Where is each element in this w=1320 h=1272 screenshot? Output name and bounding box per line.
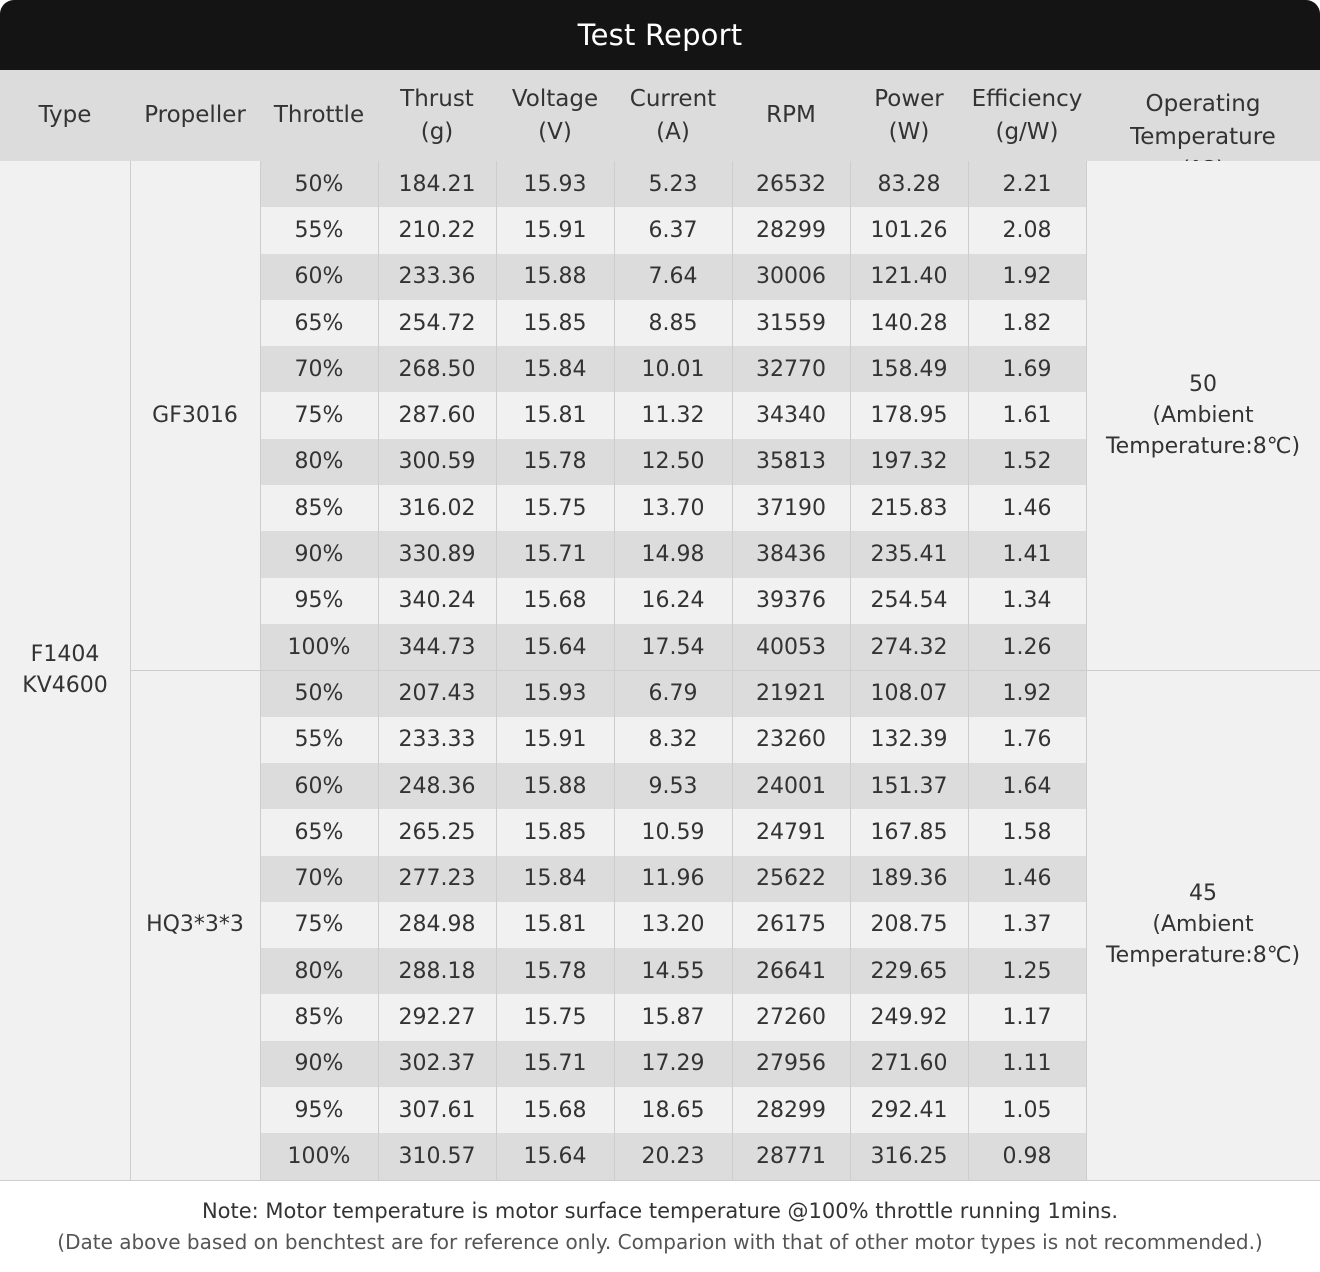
power-cell: 229.65	[870, 958, 948, 984]
efficiency-cell: 1.76	[1002, 727, 1052, 753]
current-cell: 14.55	[641, 958, 705, 984]
table-body	[0, 161, 1320, 1180]
current-cell: 20.23	[641, 1143, 705, 1169]
rpm-cell: 26641	[756, 958, 826, 984]
throttle-cell: 75%	[294, 912, 344, 938]
note-line: Note: Motor temperature is motor surface temperature @100% throttle running 1mins.	[201, 1198, 1119, 1223]
voltage-cell: 15.64	[523, 1143, 587, 1169]
power-cell: 271.60	[870, 1051, 948, 1077]
type-label-line: KV4600	[22, 673, 108, 699]
rpm-cell: 28771	[756, 1143, 826, 1169]
voltage-cell: 15.88	[523, 773, 587, 799]
header-label-line: (A)	[656, 118, 690, 145]
current-cell: 11.32	[641, 403, 705, 429]
power-cell: 158.49	[870, 356, 948, 382]
current-cell: 10.59	[641, 819, 705, 845]
efficiency-cell: 1.82	[1002, 310, 1052, 336]
thrust-cell: 184.21	[398, 171, 476, 197]
rpm-cell: 24001	[756, 773, 826, 799]
rpm-cell: 21921	[756, 680, 826, 706]
header-label-line: Voltage	[511, 85, 599, 112]
efficiency-cell: 1.11	[1002, 1051, 1052, 1077]
current-cell: 14.98	[641, 542, 705, 568]
voltage-cell: 15.93	[523, 680, 587, 706]
throttle-cell: 60%	[294, 773, 344, 799]
thrust-cell: 254.72	[398, 310, 476, 336]
temperature-label-line: (Ambient	[1152, 403, 1254, 429]
header-voltage-text	[512, 83, 598, 149]
throttle-cell: 50%	[294, 680, 344, 706]
type-label-line: F1404	[30, 642, 100, 668]
thrust-cell: 300.59	[398, 449, 476, 475]
rpm-cell: 27260	[756, 1005, 826, 1031]
rpm-cell: 32770	[756, 356, 826, 382]
efficiency-cell: 1.05	[1002, 1097, 1052, 1123]
thrust-cell: 288.18	[398, 958, 476, 984]
header-rpm-text	[766, 99, 816, 132]
header-propeller	[130, 70, 260, 161]
thrust-cell: 307.61	[398, 1097, 476, 1123]
rpm-cell: 28299	[756, 1097, 826, 1123]
temperature-label-line: 45	[1189, 881, 1217, 907]
voltage-cell: 15.85	[523, 310, 587, 336]
thrust-cell: 248.36	[398, 773, 476, 799]
efficiency-cell: 1.92	[1002, 680, 1052, 706]
rpm-cell: 28299	[756, 217, 826, 243]
temperature-cell	[1086, 161, 1320, 670]
header-label-line: Type	[38, 102, 92, 128]
throttle-cell: 80%	[294, 449, 344, 475]
power-cell: 101.26	[870, 217, 948, 243]
power-cell: 189.36	[870, 866, 948, 892]
voltage-cell: 15.85	[523, 819, 587, 845]
power-cell: 140.28	[870, 310, 948, 336]
throttle-cell: 75%	[294, 403, 344, 429]
voltage-cell: 15.78	[523, 449, 587, 475]
thrust-cell: 310.57	[398, 1143, 476, 1169]
power-cell: 108.07	[870, 680, 948, 706]
efficiency-cell: 0.98	[1002, 1143, 1052, 1169]
header-throttle-text	[274, 99, 364, 132]
throttle-cell: 95%	[294, 588, 344, 614]
efficiency-cell: 1.37	[1002, 912, 1052, 938]
voltage-cell: 15.81	[523, 912, 587, 938]
voltage-cell: 15.93	[523, 171, 587, 197]
temperature-label-line: (Ambient	[1152, 912, 1254, 938]
header-label-line: (W)	[888, 118, 930, 145]
thrust-cell: 207.43	[398, 680, 476, 706]
voltage-cell: 15.91	[523, 727, 587, 753]
throttle-cell: 90%	[294, 542, 344, 568]
efficiency-cell: 2.08	[1002, 217, 1052, 243]
current-cell: 6.79	[648, 680, 698, 706]
header-label-line: Throttle	[273, 102, 365, 128]
power-cell: 254.54	[870, 588, 948, 614]
power-cell: 249.92	[870, 1005, 948, 1031]
current-cell: 9.53	[648, 773, 698, 799]
rpm-cell: 34340	[756, 403, 826, 429]
current-cell: 18.65	[641, 1097, 705, 1123]
thrust-cell: 302.37	[398, 1051, 476, 1077]
power-cell: 316.25	[870, 1143, 948, 1169]
temperature-label-line: 50	[1189, 372, 1217, 398]
voltage-cell: 15.78	[523, 958, 587, 984]
thrust-cell: 277.23	[398, 866, 476, 892]
thrust-cell: 287.60	[398, 403, 476, 429]
header-label-line: Current	[629, 85, 717, 112]
throttle-cell: 65%	[294, 310, 344, 336]
header-efficiency	[968, 70, 1086, 161]
throttle-cell: 70%	[294, 356, 344, 382]
current-cell: 8.85	[648, 310, 698, 336]
header-label-line: Efficiency	[971, 85, 1083, 112]
voltage-cell: 15.71	[523, 542, 587, 568]
header-efficiency-text	[972, 83, 1083, 149]
header-label-line: Propeller	[144, 102, 246, 128]
header-label-line: Power	[874, 85, 944, 112]
voltage-cell: 15.84	[523, 866, 587, 892]
power-cell: 292.41	[870, 1097, 948, 1123]
voltage-cell: 15.91	[523, 217, 587, 243]
efficiency-cell: 1.92	[1002, 264, 1052, 290]
throttle-cell: 50%	[294, 171, 344, 197]
power-cell: 151.37	[870, 773, 948, 799]
power-cell: 208.75	[870, 912, 948, 938]
rpm-cell: 26532	[756, 171, 826, 197]
throttle-cell: 55%	[294, 727, 344, 753]
current-cell: 5.23	[648, 171, 698, 197]
power-cell: 235.41	[870, 542, 948, 568]
rpm-cell: 23260	[756, 727, 826, 753]
thrust-cell: 233.36	[398, 264, 476, 290]
voltage-cell: 15.81	[523, 403, 587, 429]
power-cell: 215.83	[870, 495, 948, 521]
voltage-cell: 15.68	[523, 588, 587, 614]
rpm-cell: 35813	[756, 449, 826, 475]
rpm-cell: 25622	[756, 866, 826, 892]
throttle-cell: 55%	[294, 217, 344, 243]
efficiency-cell: 1.41	[1002, 542, 1052, 568]
throttle-cell: 90%	[294, 1051, 344, 1077]
temperature-label-line: Temperature:8℃)	[1105, 434, 1301, 460]
power-cell: 132.39	[870, 727, 948, 753]
thrust-cell: 233.33	[398, 727, 476, 753]
voltage-cell: 15.88	[523, 264, 587, 290]
header-current	[614, 70, 732, 161]
throttle-cell: 70%	[294, 866, 344, 892]
header-power-text	[874, 83, 944, 149]
group-divider	[130, 670, 1320, 671]
efficiency-cell: 1.17	[1002, 1005, 1052, 1031]
header-label-line: Temperature	[1130, 124, 1276, 150]
current-cell: 12.50	[641, 449, 705, 475]
power-cell: 83.28	[877, 171, 941, 197]
current-cell: 15.87	[641, 1005, 705, 1031]
rpm-cell: 27956	[756, 1051, 826, 1077]
header-temperature	[1086, 70, 1320, 161]
header-propeller-text	[144, 99, 246, 132]
throttle-cell: 85%	[294, 1005, 344, 1031]
efficiency-cell: 1.69	[1002, 356, 1052, 382]
voltage-cell: 15.84	[523, 356, 587, 382]
power-cell: 178.95	[870, 403, 948, 429]
efficiency-cell: 1.64	[1002, 773, 1052, 799]
header-current-text	[630, 83, 716, 149]
thrust-cell: 316.02	[398, 495, 476, 521]
current-cell: 7.64	[648, 264, 698, 290]
throttle-cell: 85%	[294, 495, 344, 521]
rpm-cell: 37190	[756, 495, 826, 521]
current-cell: 6.37	[648, 217, 698, 243]
temperature-cell	[1086, 670, 1320, 1179]
type-cell	[0, 161, 130, 1180]
header-label-line: Operating	[1145, 91, 1261, 117]
rpm-cell: 40053	[756, 634, 826, 660]
rpm-cell: 31559	[756, 310, 826, 336]
efficiency-cell: 1.26	[1002, 634, 1052, 660]
thrust-cell: 268.50	[398, 356, 476, 382]
efficiency-cell: 1.61	[1002, 403, 1052, 429]
voltage-cell: 15.75	[523, 1005, 587, 1031]
current-cell: 10.01	[641, 356, 705, 382]
rpm-cell: 38436	[756, 542, 826, 568]
report-title: Test Report	[0, 0, 1320, 70]
current-cell: 13.70	[641, 495, 705, 521]
header-rpm	[732, 70, 850, 161]
rpm-cell: 39376	[756, 588, 826, 614]
rpm-cell: 30006	[756, 264, 826, 290]
efficiency-cell: 1.46	[1002, 866, 1052, 892]
header-throttle	[260, 70, 378, 161]
header-voltage	[496, 70, 614, 161]
thrust-cell: 344.73	[398, 634, 476, 660]
thrust-cell: 330.89	[398, 542, 476, 568]
propeller-cell: HQ3*3*3	[130, 670, 260, 1179]
efficiency-cell: 1.52	[1002, 449, 1052, 475]
throttle-cell: 60%	[294, 264, 344, 290]
power-cell: 197.32	[870, 449, 948, 475]
voltage-cell: 15.75	[523, 495, 587, 521]
header-label-line: (g/W)	[995, 118, 1059, 145]
voltage-cell: 15.68	[523, 1097, 587, 1123]
voltage-cell: 15.71	[523, 1051, 587, 1077]
efficiency-cell: 1.46	[1002, 495, 1052, 521]
efficiency-cell: 1.25	[1002, 958, 1052, 984]
voltage-cell: 15.64	[523, 634, 587, 660]
current-cell: 17.54	[641, 634, 705, 660]
thrust-cell: 292.27	[398, 1005, 476, 1031]
throttle-cell: 80%	[294, 958, 344, 984]
current-cell: 11.96	[641, 866, 705, 892]
current-cell: 16.24	[641, 588, 705, 614]
header-label-line: RPM	[766, 102, 816, 128]
disclaimer-line: (Date above based on benchtest are for reference only. Comparion with that of other motor types is not recommended.)	[57, 1229, 1263, 1254]
throttle-cell: 95%	[294, 1097, 344, 1123]
current-cell: 17.29	[641, 1051, 705, 1077]
throttle-cell: 100%	[287, 1143, 351, 1169]
header-thrust	[378, 70, 496, 161]
header-power	[850, 70, 968, 161]
power-cell: 121.40	[870, 264, 948, 290]
current-cell: 8.32	[648, 727, 698, 753]
thrust-cell: 340.24	[398, 588, 476, 614]
thrust-cell: 210.22	[398, 217, 476, 243]
throttle-cell: 65%	[294, 819, 344, 845]
power-cell: 274.32	[870, 634, 948, 660]
efficiency-cell: 2.21	[1002, 171, 1052, 197]
thrust-cell: 265.25	[398, 819, 476, 845]
thrust-cell: 284.98	[398, 912, 476, 938]
efficiency-cell: 1.34	[1002, 588, 1052, 614]
propeller-cell: GF3016	[130, 161, 260, 670]
header-label-line: (g)	[420, 118, 454, 145]
rpm-cell: 24791	[756, 819, 826, 845]
footer-notes	[0, 1181, 1320, 1272]
header-type-text	[39, 99, 92, 132]
header-type	[0, 70, 130, 161]
rpm-cell: 26175	[756, 912, 826, 938]
header-label-line: Thrust	[400, 85, 474, 112]
table-header-row	[0, 70, 1320, 162]
power-cell: 167.85	[870, 819, 948, 845]
current-cell: 13.20	[641, 912, 705, 938]
efficiency-cell: 1.58	[1002, 819, 1052, 845]
header-label-line: (V)	[538, 118, 572, 145]
header-thrust-text	[400, 83, 474, 149]
throttle-cell: 100%	[287, 634, 351, 660]
temperature-label-line: Temperature:8℃)	[1105, 943, 1301, 969]
